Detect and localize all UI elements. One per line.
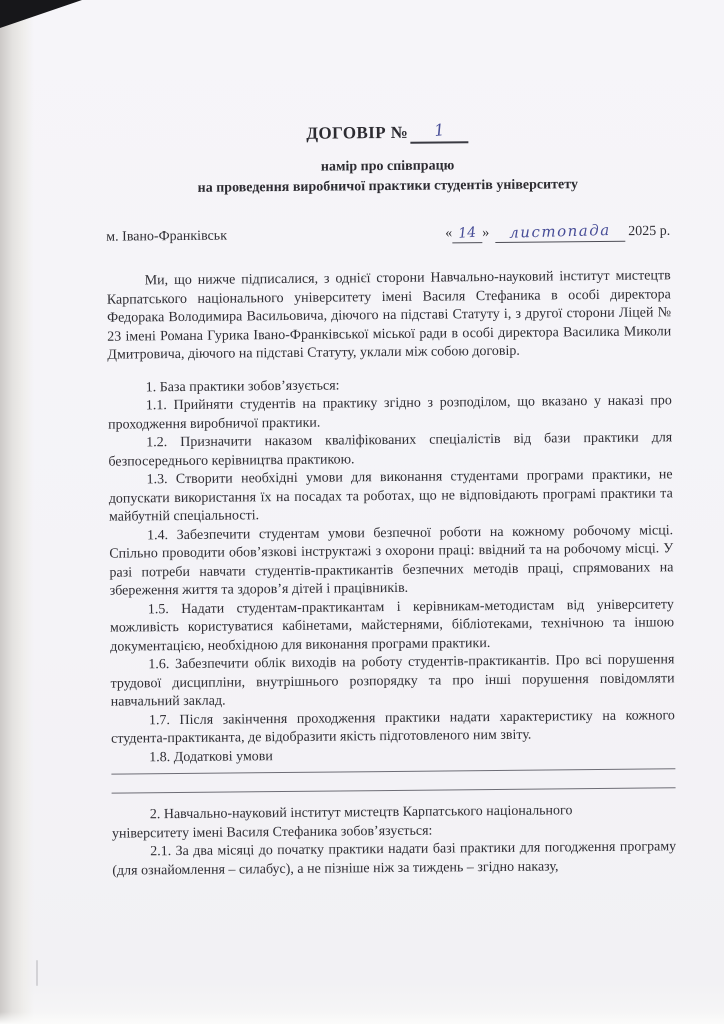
clause-1-5: 1.5. Надати студентам-практикантам і керівникам-методистам від університету можливість користуватися кабінетами, майстернями, бібліотеками, технічною та іншою документацією, необхідною для виконання програми практики. xyxy=(109,596,675,655)
date-open-quote: « xyxy=(445,225,453,241)
subtitle-line-2: на проведення виробничої практики студентів університету xyxy=(197,177,578,196)
clause-1-4: 1.4. Забезпечити студентам умови безпечної роботи на кожному робочому місці. Спільно проводити обов’язкові інструктажі з охорони праці: ввідний та на робочому місці. У разі потреби навчати студентів-практикантів безпечних методів праці, спрямованих на збереження життя та здоров’я дітей і працівників. xyxy=(109,522,674,599)
clause-1-6: 1.6. Забезпечити облік виходів на роботу студентів-практикантів. Про всі порушення трудової дисципліни, внутрішнього розпорядку та про інші порушення повідомляти навчальний заклад. xyxy=(110,652,675,710)
contract-subtitle xyxy=(106,154,670,199)
intro-paragraph: Ми, що нижче підписалися, з однієї сторони Навчально-науковий інститут мистецтв Карпатського національного університету імені Василя Стефаника в особі директора Федорака Володимира Васильовича, діючого на підставі Статуту і, з другої сторони Ліцей № 23 імені Романа Гурика Івано-Франківської міської ради в особі директора Василика Миколи Дмитровича, діючого на підставі Статуту, уклали між собою договір. xyxy=(106,268,672,363)
section2-heading-line-1: 2. Навчально-науковий інститут мистецтв Карпатського національного xyxy=(149,803,573,823)
date-month-underline xyxy=(495,220,625,243)
clause-1-2: 1.2. Призначити наказом кваліфікованих спеціалістів від бази практики для безпосереднього керівництва практикою. xyxy=(108,430,673,470)
contract-number-handwritten: 1 xyxy=(432,120,446,140)
clause-1-3: 1.3. Створити необхідні умови для виконання студентами програми практики, не допускати використання їх на посадах та роботах, що не відповідають програмі практики та майбутній спеціальності. xyxy=(108,467,673,525)
clause-1-7: 1.7. Після закінчення проходження практики надати характеристику на кожного студента-практиканта, де відобразити якість підготовленого ним звіту. xyxy=(111,707,675,747)
section1-heading: 1. База практики зобов’язується: xyxy=(145,377,340,395)
date-close-quote: » xyxy=(482,225,490,241)
contract-title-label: ДОГОВІР № xyxy=(306,122,409,143)
date-day-handwritten: 14 xyxy=(457,224,477,242)
section2-heading xyxy=(112,801,676,843)
date-year-label: 2025 р. xyxy=(628,223,671,240)
clause-2-1: 2.1. За два місяці до початку практики надати базі практики для погодження програму (для ознайомлення – силабус), а не пізніше ніж за тиждень – згідно наказу, xyxy=(112,839,677,879)
subtitle-line-1: намір про співпрацю xyxy=(320,158,455,175)
page-bottom-edge xyxy=(0,1012,724,1024)
date-line xyxy=(445,222,670,243)
page-left-edge-shadow xyxy=(0,0,34,1024)
contract-title xyxy=(105,117,669,146)
blank-fill-line-1 xyxy=(111,768,675,774)
contract-number-underline xyxy=(410,119,468,144)
city-label: м. Івано-Франківськ xyxy=(106,228,228,245)
scan-scratch-mark xyxy=(36,960,38,986)
clause-1-8: 1.8. Додаткові умови xyxy=(149,748,273,765)
document-content xyxy=(104,0,676,881)
date-month-handwritten: листопада xyxy=(509,220,612,242)
blank-fill-line-2 xyxy=(112,787,676,793)
city-date-row xyxy=(106,222,670,246)
section2-heading-line-2: університету імені Василя Стефаника зобов’язується: xyxy=(111,823,433,842)
clause-1-1: 1.1. Прийняти студентів на практику згідно з розподілом, що вказано у наказі про проходження виробничої практики. xyxy=(107,393,672,433)
date-day-underline xyxy=(452,225,482,243)
